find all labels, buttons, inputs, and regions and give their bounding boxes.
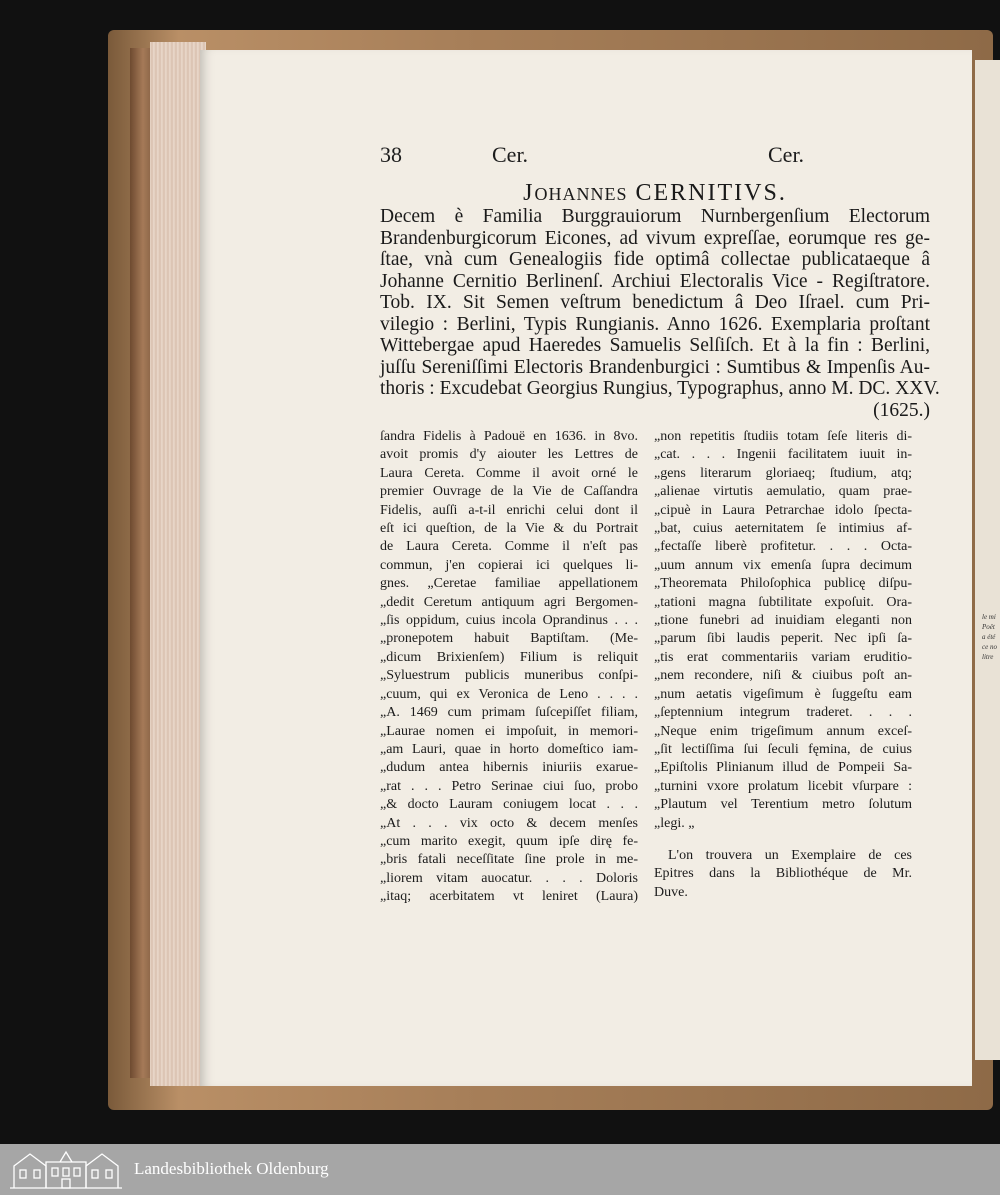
text-line: „Plautum vel Terentium metro ſolutum <box>654 797 912 813</box>
fragment-line: a été <box>982 633 996 641</box>
entry-title <box>380 206 940 421</box>
text-line: ſandra Fidelis à Padouë en 1636. in 8vo. <box>380 429 638 444</box>
text-line: „Laurae nomen ei impoſuit, in memori- <box>380 723 638 739</box>
text-line: „liorem vitam auocatur. . . . Doloris <box>380 870 638 886</box>
text-line: „Theoremata Philoſophica publicę diſpu- <box>654 576 912 592</box>
closing-line: Duve. <box>654 884 688 900</box>
text-line: „pronepotem habuit Baptiſtam. (Me- <box>380 631 638 647</box>
title-line: Wittebergae apud Haeredes Samuelis Selſiſch. Et à la fin : Berlini, <box>380 335 930 356</box>
text-line: „tationi magna ſubtilitate expoſuit. Ora- <box>654 594 912 610</box>
title-line: vilegio : Berlini, Typis Rungianis. Anno 1626. Exemplaria proſtant <box>380 313 930 335</box>
text-line: „ſis oppidum, cuius incola Oprandinus . . . <box>380 613 638 629</box>
text-line: „Syluestrum publicis muneribus conſpi- <box>380 668 638 684</box>
text-line: „itaq; acerbitatem vt leniret (Laura) <box>380 889 638 905</box>
fragment-line: litre <box>982 653 994 661</box>
entry-heading <box>380 180 930 207</box>
adjacent-page-text <box>982 612 1000 662</box>
text-line: „At . . . vix octo & decem menſes <box>380 815 638 831</box>
text-line: „alienae virtutis aemulatio, quam prae- <box>654 484 912 500</box>
text-line: gnes. „Ceretae familiae appellationem <box>380 576 638 592</box>
text-line: „Epiſtolis Plinianum illud de Pompeii Sa- <box>654 760 912 776</box>
footer-bar <box>0 1144 1000 1195</box>
text-line: „bris fatali neceſſitate ſine prole in me- <box>380 852 638 868</box>
text-line: „& docto Lauram coniugem locat . . . <box>380 797 638 813</box>
text-line: „tis erat commentariis variam eruditio- <box>654 649 912 665</box>
text-line: „fectaſſe liberè profitetur. . . . Octa- <box>654 539 912 555</box>
text-line: „nem recondere, niſi & ciuibus poſt an- <box>654 668 912 684</box>
text-line: „cipuè in Laura Petrarchae idolo ſpecta- <box>654 502 912 518</box>
text-line: „cat. . . . Ingenii facilitatem iuuit in- <box>654 447 912 463</box>
library-building-logo-icon <box>8 1148 124 1190</box>
text-line: „Neque enim trigeſimum annum exceſ- <box>654 723 912 739</box>
left-column <box>380 428 638 907</box>
fragment-line: le mi <box>982 613 996 621</box>
text-line: „turnini vxore prolatum licebit vſurpare : <box>654 778 912 794</box>
right-column <box>654 428 912 902</box>
text-line: „uum annum vix emenſa ſupra decimum <box>654 557 912 573</box>
text-line: „ſit lectiſſima ſui ſeculi fęmina, de cuius <box>654 741 912 757</box>
heading-initial: J <box>523 180 535 206</box>
text-line: avoit promis d'y aiouter les Lettres de <box>380 447 638 463</box>
text-line: „cuum, qui ex Veronica de Leno . . . . <box>380 686 638 702</box>
closing-line: Epitres dans la Bibliothéque de Mr. <box>654 866 912 882</box>
text-line: „dicum Brixienſem) Filium is reliquit <box>380 649 638 665</box>
text-line: Fidelis, auſſi a-t-il enrichi celui dont il <box>380 502 638 518</box>
text-line: „dudum antea hibernis iniuriis exarue- <box>380 760 638 776</box>
text-line: „parum ſibi laudis peperit. Nec ipſi ſa- <box>654 631 912 647</box>
publication-year: (1625.) <box>873 399 930 421</box>
text-line: „non repetitis ſtudiis totam ſeſe literis di- <box>654 429 912 444</box>
text-line: „num aetatis vigeſimum è ſuggeſtu eam <box>654 686 912 702</box>
adjacent-page-fragment <box>975 60 1000 1060</box>
page-number: 38 <box>380 142 402 167</box>
closing-line: L'on trouvera un Exemplaire de ces <box>668 847 912 863</box>
page-edges <box>150 42 206 1086</box>
heading-surname: CERNITIVS. <box>635 180 787 206</box>
heading-smallcaps: OHANNES <box>534 184 628 204</box>
text-line: Laura Cereta. Comme il avoit orné le <box>380 465 638 481</box>
title-line: juſſu Sereniſſimi Electoris Brandenburgici : Sumtibus & Impenſis Au- <box>380 356 930 378</box>
fragment-line: Poët <box>982 623 995 631</box>
text-line: premier Ouvrage de la Vie de Caſſandra <box>380 484 638 500</box>
text-line: „dedit Ceretum antiquum agri Bergomen- <box>380 594 638 610</box>
text-line: „bat, cuius aeternitatem ſe intimius af- <box>654 521 912 537</box>
title-line: Decem è Familia Burggrauiorum Nurnbergenſium Electorum <box>380 206 930 227</box>
text-line: „legi. „ <box>654 815 695 831</box>
title-line: ſtae, vnà cum Genealogiis fide optimâ collectae publicataeque â <box>380 249 930 270</box>
footer-library-name: Landesbibliothek Oldenburg <box>134 1159 329 1178</box>
fragment-line: ce no <box>982 643 997 651</box>
text-line: de Laura Cereta. Comme il n'eſt pas <box>380 539 638 555</box>
text-line: „tione funebri ad inuidiam eleganti non <box>654 613 912 629</box>
text-line: eſt ici queſtion, de la Vie & du Portrait <box>380 521 638 537</box>
text-line: „am Lauri, quae in horto domeſtico iam- <box>380 741 638 757</box>
text-line: „gens literarum gloriaeq; ſtudium, atq; <box>654 465 912 481</box>
title-line: Tob. IX. Sit Semen veſtrum benedictum â Deo Iſrael. cum Pri- <box>380 292 930 313</box>
running-head-left: Cer. <box>492 142 529 167</box>
text-line: „A. 1469 cum primam ſuſcepiſſet filiam, <box>380 705 638 721</box>
running-head-right: Cer. <box>768 142 805 167</box>
text-line: „rat . . . Petro Serinae ciui ſuo, probo <box>380 778 638 794</box>
title-line: thoris : Excudebat Georgius Rungius, Typographus, anno M. DC. XXV. <box>380 378 940 399</box>
paragraph-gap <box>654 833 912 847</box>
text-line: commun, j'en copierai ici quelques li- <box>380 557 638 573</box>
title-line: Johanne Cernitio Berlinenſ. Archiui Electoralis Vice - Regiſtratore. <box>380 270 930 292</box>
text-line: „ſeptennium integrum traderet. . . . <box>654 705 912 721</box>
text-line: „cum marito exegit, quum ipſe dirę fe- <box>380 833 638 849</box>
title-line: Brandenburgicorum Eicones, ad vivum expreſſae, eorumque res ge- <box>380 227 930 249</box>
